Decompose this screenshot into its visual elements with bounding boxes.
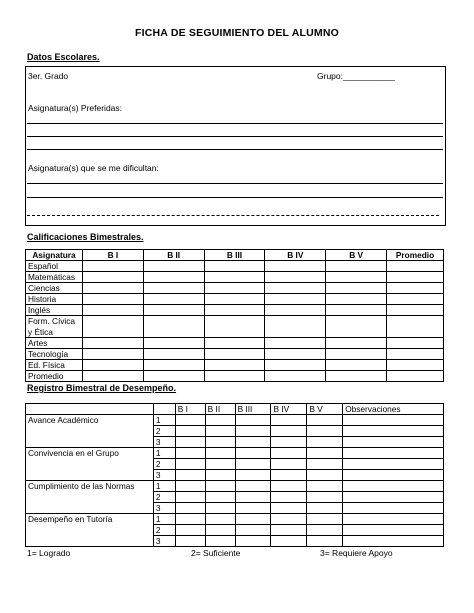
table-header-row bbox=[26, 404, 444, 415]
subject-label: Matemáticas bbox=[26, 272, 83, 283]
grade-cell[interactable] bbox=[265, 272, 326, 283]
grade-cell[interactable] bbox=[387, 261, 444, 272]
table-row bbox=[26, 261, 444, 272]
level-label: 3 bbox=[153, 503, 175, 514]
grade-cell[interactable] bbox=[265, 316, 326, 338]
dificultan-label: Asignatura(s) que se me dificultan: bbox=[28, 163, 159, 173]
perf-cell[interactable] bbox=[235, 503, 271, 514]
area-label: Convivencia en el Grupo bbox=[26, 448, 154, 481]
perf-cell[interactable] bbox=[271, 536, 307, 547]
header-b2: B II bbox=[205, 404, 235, 415]
grade-cell[interactable] bbox=[143, 316, 204, 338]
perf-cell[interactable] bbox=[205, 503, 235, 514]
grade-cell[interactable] bbox=[326, 338, 387, 349]
grade-cell[interactable] bbox=[326, 360, 387, 371]
registro-table bbox=[25, 403, 444, 547]
perf-cell[interactable] bbox=[205, 525, 235, 536]
grade-cell[interactable] bbox=[82, 349, 143, 360]
perf-cell[interactable] bbox=[307, 437, 343, 448]
grade-cell[interactable] bbox=[204, 294, 265, 305]
dificultan-line-1[interactable] bbox=[27, 183, 443, 184]
grade-cell[interactable] bbox=[204, 272, 265, 283]
observaciones-cell[interactable] bbox=[343, 492, 444, 503]
perf-cell[interactable] bbox=[271, 415, 307, 426]
header-b3: B III bbox=[235, 404, 271, 415]
grade-cell[interactable] bbox=[265, 371, 326, 382]
level-label: 2 bbox=[153, 426, 175, 437]
perf-cell[interactable] bbox=[271, 448, 307, 459]
area-label: Cumplimiento de las Normas bbox=[26, 481, 154, 514]
table-header-row bbox=[26, 250, 444, 261]
level-label: 1 bbox=[153, 514, 175, 525]
grade-cell[interactable] bbox=[143, 360, 204, 371]
perf-cell[interactable] bbox=[205, 459, 235, 470]
perf-cell[interactable] bbox=[307, 514, 343, 525]
subject-label: Tecnología bbox=[26, 349, 83, 360]
grade-cell[interactable] bbox=[143, 283, 204, 294]
table-row bbox=[26, 316, 444, 338]
table-row bbox=[26, 294, 444, 305]
grade-cell[interactable] bbox=[326, 283, 387, 294]
grade-cell[interactable] bbox=[204, 261, 265, 272]
grade-cell[interactable] bbox=[82, 305, 143, 316]
observaciones-cell[interactable] bbox=[343, 437, 444, 448]
grade-cell[interactable] bbox=[143, 272, 204, 283]
perf-cell[interactable] bbox=[235, 437, 271, 448]
perf-cell[interactable] bbox=[235, 481, 271, 492]
grade-cell[interactable] bbox=[387, 371, 444, 382]
subject-label: Promedio bbox=[26, 371, 83, 382]
page-title: FICHA DE SEGUIMIENTO DEL ALUMNO bbox=[135, 27, 339, 39]
header-b5: B V bbox=[307, 404, 343, 415]
perf-cell[interactable] bbox=[205, 470, 235, 481]
grade-cell[interactable] bbox=[265, 349, 326, 360]
area-label: Avance Académico bbox=[26, 415, 154, 448]
perf-cell[interactable] bbox=[175, 481, 205, 492]
observaciones-cell[interactable] bbox=[343, 525, 444, 536]
grade-cell[interactable] bbox=[265, 261, 326, 272]
perf-cell[interactable] bbox=[307, 536, 343, 547]
grade-cell[interactable] bbox=[82, 360, 143, 371]
perf-cell[interactable] bbox=[175, 437, 205, 448]
table-row bbox=[26, 481, 444, 492]
grade-cell[interactable] bbox=[387, 338, 444, 349]
grade-cell[interactable] bbox=[326, 349, 387, 360]
observaciones-cell[interactable] bbox=[343, 459, 444, 470]
perf-cell[interactable] bbox=[307, 525, 343, 536]
level-label: 2 bbox=[153, 492, 175, 503]
level-label: 2 bbox=[153, 459, 175, 470]
grade-cell[interactable] bbox=[204, 305, 265, 316]
perf-cell[interactable] bbox=[205, 415, 235, 426]
perf-cell[interactable] bbox=[307, 426, 343, 437]
grade-cell[interactable] bbox=[143, 338, 204, 349]
perf-cell[interactable] bbox=[175, 503, 205, 514]
perf-cell[interactable] bbox=[235, 448, 271, 459]
grade-cell[interactable] bbox=[143, 349, 204, 360]
grade-cell[interactable] bbox=[326, 371, 387, 382]
grade-cell[interactable] bbox=[204, 349, 265, 360]
perf-cell[interactable] bbox=[175, 514, 205, 525]
perf-cell[interactable] bbox=[235, 514, 271, 525]
perf-cell[interactable] bbox=[307, 470, 343, 481]
perf-cell[interactable] bbox=[235, 415, 271, 426]
table-row bbox=[26, 415, 444, 426]
perf-cell[interactable] bbox=[205, 448, 235, 459]
grade-cell[interactable] bbox=[82, 272, 143, 283]
perf-cell[interactable] bbox=[271, 481, 307, 492]
legend-logrado: 1= Logrado bbox=[27, 548, 71, 558]
observaciones-cell[interactable] bbox=[343, 514, 444, 525]
preferidas-label: Asignatura(s) Preferidas: bbox=[28, 103, 123, 113]
observaciones-cell[interactable] bbox=[343, 426, 444, 437]
grade-cell[interactable] bbox=[204, 338, 265, 349]
grade-cell[interactable] bbox=[143, 261, 204, 272]
perf-cell[interactable] bbox=[235, 536, 271, 547]
perf-cell[interactable] bbox=[307, 481, 343, 492]
perf-cell[interactable] bbox=[271, 514, 307, 525]
perf-cell[interactable] bbox=[307, 503, 343, 514]
grade-cell[interactable] bbox=[326, 261, 387, 272]
subject-label: Ciencias bbox=[26, 283, 83, 294]
grade-cell[interactable] bbox=[326, 294, 387, 305]
table-row bbox=[26, 305, 444, 316]
level-label: 3 bbox=[153, 536, 175, 547]
header-b4: B IV bbox=[271, 404, 307, 415]
grade-cell[interactable] bbox=[387, 316, 444, 338]
subject-label: Form. Cívica y Ética bbox=[26, 316, 83, 338]
perf-cell[interactable] bbox=[307, 448, 343, 459]
observaciones-cell[interactable] bbox=[343, 503, 444, 514]
grade-cell[interactable] bbox=[387, 305, 444, 316]
table-row bbox=[26, 338, 444, 349]
perf-cell[interactable] bbox=[175, 536, 205, 547]
perf-cell[interactable] bbox=[307, 459, 343, 470]
grade-cell[interactable] bbox=[387, 294, 444, 305]
perf-cell[interactable] bbox=[205, 514, 235, 525]
perf-cell[interactable] bbox=[307, 415, 343, 426]
grade-cell[interactable] bbox=[82, 261, 143, 272]
grade-cell[interactable] bbox=[82, 338, 143, 349]
subject-label: Ed. Física bbox=[26, 360, 83, 371]
grade-cell[interactable] bbox=[387, 272, 444, 283]
table-row bbox=[26, 360, 444, 371]
table-row bbox=[26, 371, 444, 382]
header-b1: B I bbox=[175, 404, 205, 415]
grade-cell[interactable] bbox=[204, 316, 265, 338]
perf-cell[interactable] bbox=[175, 426, 205, 437]
perf-cell[interactable] bbox=[205, 426, 235, 437]
dificultan-line-3[interactable] bbox=[27, 215, 439, 216]
dificultan-line-2[interactable] bbox=[27, 197, 443, 198]
registro-header-blank bbox=[153, 404, 175, 415]
grade-cell[interactable] bbox=[82, 316, 143, 338]
legend-suficiente: 2= Suficiente bbox=[191, 548, 241, 558]
header-asignatura: Asignatura bbox=[26, 250, 83, 261]
table-row bbox=[26, 349, 444, 360]
grade-cell[interactable] bbox=[265, 294, 326, 305]
level-label: 1 bbox=[153, 481, 175, 492]
grade-cell[interactable] bbox=[143, 305, 204, 316]
grade-cell[interactable] bbox=[387, 360, 444, 371]
perf-cell[interactable] bbox=[235, 492, 271, 503]
header-b3: B III bbox=[204, 250, 265, 261]
perf-cell[interactable] bbox=[271, 437, 307, 448]
observaciones-cell[interactable] bbox=[343, 536, 444, 547]
grade-cell[interactable] bbox=[387, 349, 444, 360]
grade-cell[interactable] bbox=[265, 338, 326, 349]
level-label: 1 bbox=[153, 448, 175, 459]
subject-label: Español bbox=[26, 261, 83, 272]
observaciones-cell[interactable] bbox=[343, 470, 444, 481]
perf-cell[interactable] bbox=[271, 459, 307, 470]
perf-cell[interactable] bbox=[235, 525, 271, 536]
header-b4: B IV bbox=[265, 250, 326, 261]
header-b1: B I bbox=[82, 250, 143, 261]
datos-escolares-heading: Datos Escolares. bbox=[27, 52, 100, 62]
preferidas-line-3[interactable] bbox=[27, 149, 443, 150]
subject-label: Inglés bbox=[26, 305, 83, 316]
perf-cell[interactable] bbox=[235, 426, 271, 437]
grade-cell[interactable] bbox=[265, 283, 326, 294]
grade-cell[interactable] bbox=[326, 305, 387, 316]
perf-cell[interactable] bbox=[175, 415, 205, 426]
grade-cell[interactable] bbox=[265, 360, 326, 371]
perf-cell[interactable] bbox=[235, 459, 271, 470]
level-label: 3 bbox=[153, 437, 175, 448]
observaciones-cell[interactable] bbox=[343, 481, 444, 492]
perf-cell[interactable] bbox=[175, 448, 205, 459]
subject-label: Historia bbox=[26, 294, 83, 305]
perf-cell[interactable] bbox=[175, 525, 205, 536]
table-row bbox=[26, 514, 444, 525]
registro-header-blank bbox=[26, 404, 154, 415]
perf-cell[interactable] bbox=[271, 492, 307, 503]
header-promedio: Promedio bbox=[387, 250, 444, 261]
grade-cell[interactable] bbox=[265, 305, 326, 316]
perf-cell[interactable] bbox=[235, 470, 271, 481]
grade-cell[interactable] bbox=[204, 371, 265, 382]
grade-cell[interactable] bbox=[204, 283, 265, 294]
grade-cell[interactable] bbox=[387, 283, 444, 294]
preferidas-line-1[interactable] bbox=[27, 123, 443, 124]
level-label: 3 bbox=[153, 470, 175, 481]
perf-cell[interactable] bbox=[175, 459, 205, 470]
grupo-field[interactable]: Grupo:___________ bbox=[317, 71, 395, 81]
header-observaciones: Observaciones bbox=[343, 404, 444, 415]
perf-cell[interactable] bbox=[271, 470, 307, 481]
perf-cell[interactable] bbox=[205, 536, 235, 547]
perf-cell[interactable] bbox=[271, 426, 307, 437]
grade-cell[interactable] bbox=[204, 360, 265, 371]
level-label: 2 bbox=[153, 525, 175, 536]
datos-escolares-box bbox=[25, 66, 446, 226]
grade-cell[interactable] bbox=[143, 371, 204, 382]
grade-cell[interactable] bbox=[82, 371, 143, 382]
registro-heading: Registro Bimestral de Desempeño. bbox=[27, 383, 177, 393]
header-b5: B V bbox=[326, 250, 387, 261]
observaciones-cell[interactable] bbox=[343, 415, 444, 426]
header-b2: B II bbox=[143, 250, 204, 261]
grade-cell[interactable] bbox=[82, 294, 143, 305]
observaciones-cell[interactable] bbox=[343, 448, 444, 459]
perf-cell[interactable] bbox=[271, 525, 307, 536]
perf-cell[interactable] bbox=[175, 470, 205, 481]
level-label: 1 bbox=[153, 415, 175, 426]
legend-requiere-apoyo: 3= Requiere Apoyo bbox=[320, 548, 393, 558]
calificaciones-table bbox=[25, 249, 444, 382]
preferidas-line-2[interactable] bbox=[27, 136, 443, 137]
perf-cell[interactable] bbox=[271, 503, 307, 514]
subject-label: Artes bbox=[26, 338, 83, 349]
calificaciones-heading: Calificaciones Bimestrales. bbox=[27, 232, 144, 242]
perf-cell[interactable] bbox=[205, 481, 235, 492]
perf-cell[interactable] bbox=[205, 437, 235, 448]
table-row bbox=[26, 448, 444, 459]
perf-cell[interactable] bbox=[307, 492, 343, 503]
grado-label: 3er. Grado bbox=[28, 71, 69, 81]
area-label: Desempeño en Tutoría bbox=[26, 514, 154, 547]
grade-cell[interactable] bbox=[326, 272, 387, 283]
table-row bbox=[26, 283, 444, 294]
table-row bbox=[26, 272, 444, 283]
grade-cell[interactable] bbox=[82, 283, 143, 294]
perf-cell[interactable] bbox=[205, 492, 235, 503]
perf-cell[interactable] bbox=[175, 492, 205, 503]
grade-cell[interactable] bbox=[143, 294, 204, 305]
grade-cell[interactable] bbox=[326, 316, 387, 338]
